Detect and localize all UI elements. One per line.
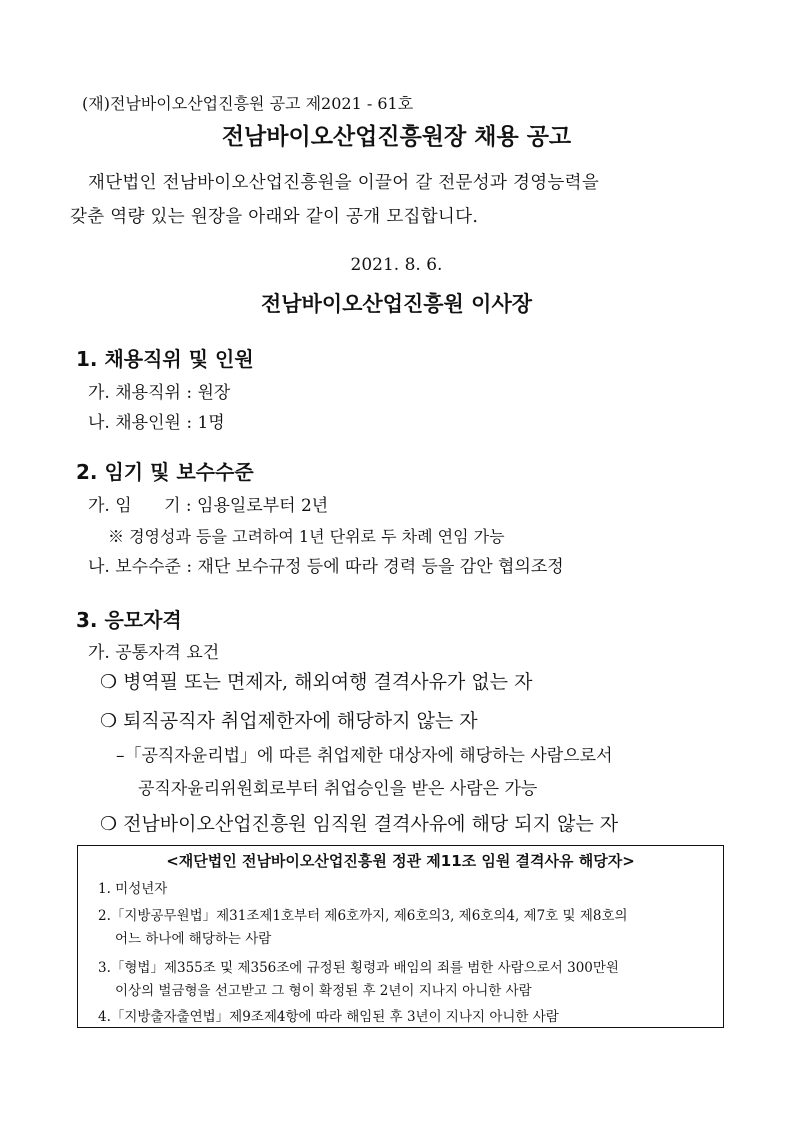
requirement-detail-1: –「공직자윤리법」에 따른 취업제한 대상자에 해당하는 사람으로서 [116,746,613,766]
requirement-bullet-3: ❍ 전남바이오산업진흥원 임직원 결격사유에 해당 되지 않는 자 [100,813,619,835]
box-item-2-line-1: 2.「지방공무원법」제31조제1호부터 제6호까지, 제6호의3, 제6호의4, 제7호 및 제8호의 [98,908,628,924]
intro-line-1: 재단법인 전남바이오산업진흥원을 이끌어 갈 전문성과 경영능력을 [88,173,600,193]
section-2-heading: 2. 임기 및 보수수준 [76,460,254,484]
section-3-heading: 3. 응모자격 [76,608,182,632]
box-item-1: 1. 미성년자 [98,881,168,897]
notice-number: (재)전남바이오산업진흥원 공고 제2021 - 61호 [82,94,414,113]
announcement-date: 2021. 8. 6. [350,255,443,275]
section-2-item-a: 가. 임 기 : 임용일로부터 2년 [88,496,329,516]
requirement-bullet-2: ❍ 퇴직공직자 취업제한자에 해당하지 않는 자 [100,710,478,732]
section-2-note: ※ 경영성과 등을 고려하여 1년 단위로 두 차례 연임 가능 [108,527,505,546]
box-item-2-line-2: 어느 하나에 해당하는 사람 [115,931,272,947]
section-1-item-a: 가. 채용직위 : 원장 [88,383,231,403]
issuer: 전남바이오산업진흥원 이사장 [260,292,533,316]
box-item-3-line-1: 3.「형법」제355조 및 제356조에 규정된 횡령과 배임의 죄를 범한 사람으로서 300만원 [98,960,619,976]
page-title: 전남바이오산업진흥원장 채용 공고 [221,124,572,150]
box-item-4: 4.「지방출자출연법」제9조제4항에 따라 해임된 후 3년이 지나지 아니한 사람 [98,1009,559,1025]
requirement-detail-2: 공직자윤리위원회로부터 취업승인을 받은 사람은 가능 [138,779,538,799]
box-item-3-line-2: 이상의 벌금형을 선고받고 그 형이 확정된 후 2년이 지나지 아니한 사람 [115,983,532,999]
section-1-heading: 1. 채용직위 및 인원 [76,347,254,371]
requirement-bullet-1: ❍ 병역필 또는 면제자, 해외여행 결격사유가 없는 자 [100,671,533,693]
disqualification-box [77,845,724,1028]
section-2-item-b: 나. 보수수준 : 재단 보수규정 등에 따라 경력 등을 감안 협의조정 [88,557,564,577]
section-3-sub-a: 가. 공통자격 요건 [88,643,220,663]
intro-line-2: 갖춘 역량 있는 원장을 아래와 같이 공개 모집합니다. [70,207,479,227]
box-title: <재단법인 전남바이오산업진흥원 정관 제11조 임원 결격사유 해당자> [166,852,635,870]
section-1-item-b: 나. 채용인원 : 1명 [88,413,225,433]
